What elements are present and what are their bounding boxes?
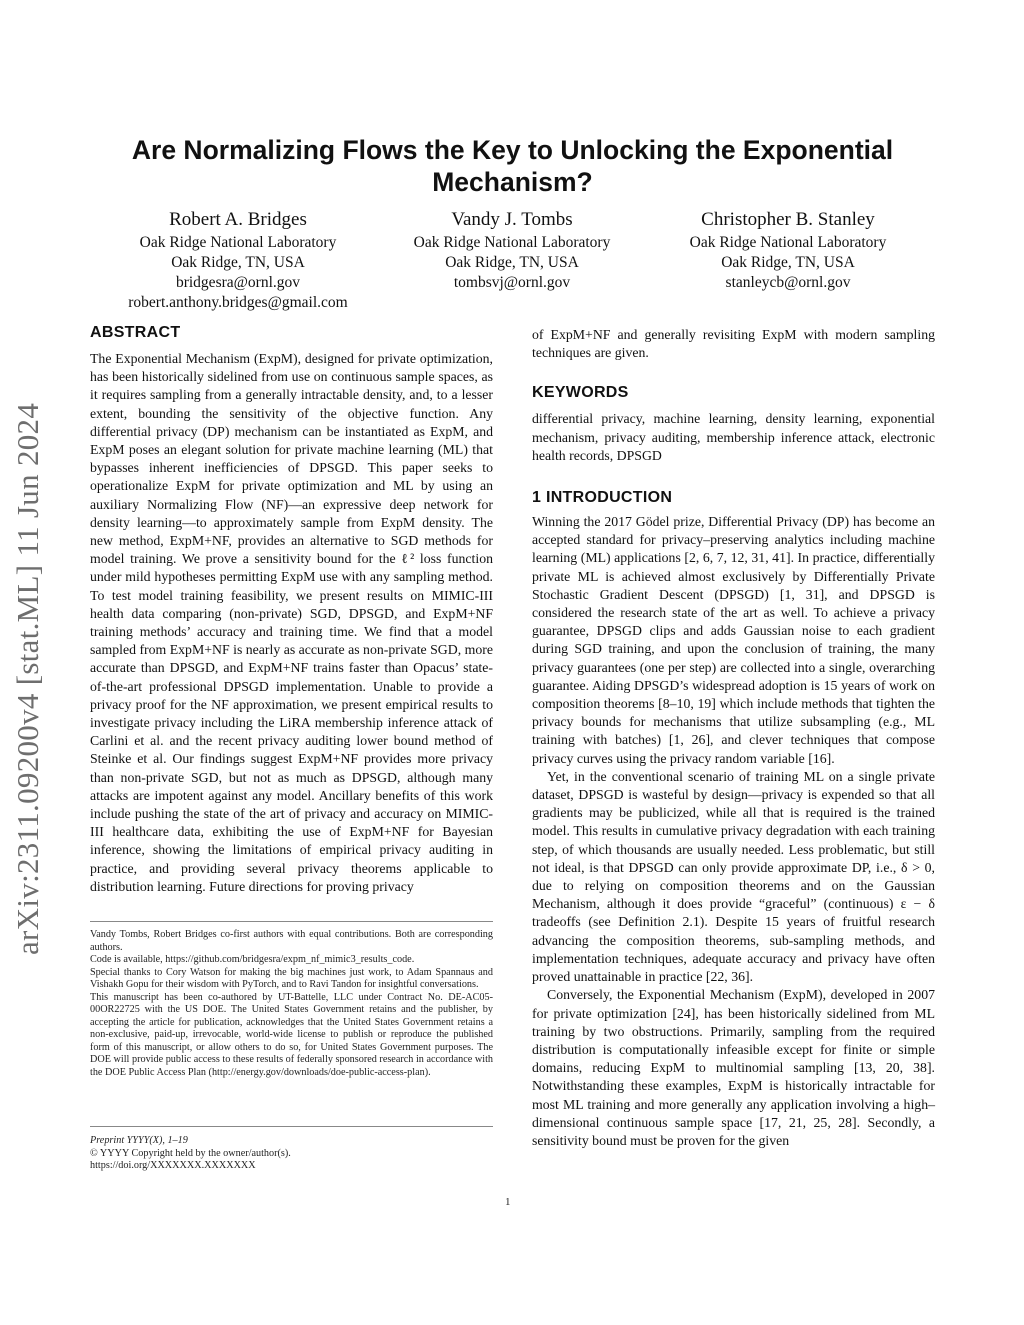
intro-paragraph-1: Winning the 2017 Gödel prize, Differential Privacy (DP) has become an accepted standard for privacy–preserving analytics including machine learning (ML) applications [2, 6, 7, 12, 31, 41]. In practice, differentially private ML is achieved almost exclusively by Differentially Private Stochastic Gradient Descent (DPSGD) [1, 31], and DPSGD is considered the research state of the art as well. To achieve a privacy guarantee, DPSGD clips and adds Gaussian noise to each gradient during SGD training, and upon the conclusion of training, the many privacy guarantees (one per step) are collected into a single, overarching guarantee. Aiding DPSGD’s widespread adoption is 15 years of work on composition theorems [8–10, 19] which include methods that tighten the privacy bounds for mechanisms that utilize subsampling (e.g., ML training with batches) [1, 26], and clever techniques that compose privacy curves using the privacy random variable [16]. — [532, 514, 935, 766]
author-affiliation: Oak Ridge National Laboratory — [413, 234, 611, 251]
author-email-secondary: robert.anthony.bridges@gmail.com — [128, 294, 348, 311]
preprint-line: Preprint YYYY(X), 1–19 — [90, 1135, 188, 1146]
author-affiliation: Oak Ridge National Laboratory — [689, 234, 887, 251]
author-1 — [90, 207, 386, 313]
abstract-heading: ABSTRACT — [90, 324, 181, 341]
author-2 — [362, 207, 662, 293]
left-column — [90, 322, 493, 896]
author-email: bridgesra@ornl.gov — [175, 274, 301, 291]
footnote-cofirst: Vandy Tombs, Robert Bridges co-first authors with equal contributions. Both are corresponding authors. — [90, 929, 493, 953]
doi-link[interactable]: https://doi.org/XXXXXXX.XXXXXXX — [90, 1160, 256, 1171]
abstract-continuation: of ExpM+NF and generally revisiting ExpM with modern sampling techniques are given. — [532, 327, 935, 361]
preprint-info — [90, 1126, 493, 1173]
footnote-code: Code is available, https://github.com/bridgesra/expm_nf_mimic3_results_code. — [90, 954, 415, 965]
author-3 — [638, 207, 938, 293]
keywords-text: differential privacy, machine learning, density learning, exponential mechanism, privacy auditing, membership inference attack, electronic health records, DPSGD — [532, 411, 935, 463]
paper-title: Are Normalizing Flows the Key to Unlocking the Exponential Mechanism? — [131, 135, 894, 197]
author-name: Vandy J. Tombs — [451, 209, 573, 230]
author-email: tombsvj@ornl.gov — [453, 274, 571, 291]
author-location: Oak Ridge, TN, USA — [171, 254, 305, 271]
footnote-thanks: Special thanks to Cory Watson for making the big machines just work, to Adam Spannaus and Vishakh Gopu for their wisdom with PyTorch, and to Ravi Tandon for insightful conversations. — [90, 966, 493, 990]
intro-paragraph-3: Conversely, the Exponential Mechanism (ExpM), developed in 2007 for private optimization [24], has been historically sidelined from ML training by two obstructions. Primarily, sampling from the required distribution is computationally infeasible except for finite or simple domains, reducing ExpM to multinomial sampling [13, 20, 38]. Notwithstanding these examples, ExpM is historically intractable for most ML training and more generally any application involving a high–dimensional continuous sample space [17, 21, 25, 28]. Secondly, a sensitivity bound must be proven for the given — [532, 987, 935, 1148]
author-name: Christopher B. Stanley — [701, 209, 875, 230]
copyright-line: © YYYY Copyright held by the owner/author(s). — [90, 1147, 291, 1159]
author-name: Robert A. Bridges — [169, 209, 307, 230]
intro-paragraph-2: Yet, in the conventional scenario of training ML on a single private dataset, DPSGD is wasteful by design—privacy is expended so that all gradients may be publicized, while all that is required is the trained model. This results in cumulative privacy degradation with each training step, of which thousands are usually needed. Less problematic, but still not ideal, is that DPSGD can only provide approximate DP, i.e., δ > 0, due to relying on composition theorems and on the Gaussian Mechanism, although it does provide “graceful” (continuous) ε − δ tradeoffs (see Definition 2.1). Despite 15 years of fruitful research advancing the composition theorems, sub-sampling methods, and implementation techniques, adequate accuracy and privacy have often proved unattainable in practice [22, 36]. — [532, 768, 935, 985]
author-email: stanleycb@ornl.gov — [725, 274, 851, 291]
footnote-doe: This manuscript has been co-authored by UT-Battelle, LLC under Contract No. DE-AC05-00OR22725 with the US DOE. The United States Government retains and the publisher, by accepting the article for publication, acknowledges that the United States Government retains a non-exclusive, paid-up, irrevocable, world-wide license to publish or reproduce the published form of this manuscript, or allow others to do so, for United States Government purposes. The DOE will provide public access to these results of federally sponsored research in accordance with the DOE Public Access Plan (http://energy.gov/downloads/doe-public-access-plan). — [90, 991, 493, 1078]
keywords-heading: KEYWORDS — [532, 384, 629, 402]
introduction-heading: 1 INTRODUCTION — [532, 489, 673, 507]
author-location: Oak Ridge, TN, USA — [721, 254, 855, 271]
author-block — [90, 207, 935, 317]
author-affiliation: Oak Ridge National Laboratory — [139, 234, 337, 251]
page-number: 1 — [505, 1196, 511, 1208]
author-location: Oak Ridge, TN, USA — [445, 254, 579, 271]
right-column — [532, 322, 935, 1150]
footnotes — [90, 921, 493, 1079]
abstract-text: The Exponential Mechanism (ExpM), designed for private optimization, has been historically sidelined from use on continuous sample spaces, as it requires sampling from a generally intractable density, and, to a lesser extent, bounding the sensitivity of the objective function. Any differential privacy (DP) mechanism can be instantiated as ExpM, and ExpM poses an elegant solution for private machine learning (ML) that bypasses inherent inefficiencies of DPSGD. This paper seeks to operationalize ExpM for private optimization and ML by using an auxiliary Normalizing Flow (NF)—an expressive deep network for density learning—to approximately sample from ExpM density. The new method, ExpM+NF, provides an alternative to SGD methods for model training. We prove a sensitivity bound for the ℓ² loss function under mild hypotheses permitting ExpM use with any sampling method. To test model training feasibility, we present results on MIMIC-III health data comparing (non-private) SGD, DPSGD, and ExpM+NF training methods’ accuracy and training time. We find that a model sampled from ExpM+NF is nearly as accurate as non-private SGD, more accurate than DPSGD, and ExpM+NF trains faster than Opacus’ state-of-the-art professional DPSGD implementation. Unable to provide a privacy proof for the NF approximation, we present empirical results to investigate privacy including the LiRA membership inference attack of Carlini et al. and the recent privacy auditing lower bound method of Steinke et al. Our findings suggest ExpM+NF provides more privacy than non-private SGD, but not as much as DPSGD, although many attacks are impotent against any model. Ancillary benefits of this work include pushing the state of the art of privacy and accuracy on MIMIC-III healthcare data, exhibiting the use of ExpM+NF for Bayesian inference, showing the limitations of empirical privacy auditing in practice, and providing several privacy theorems applicable to distribution learning. Future directions for proving privacy — [90, 351, 493, 894]
arxiv-identifier: arXiv:2311.09200v4 [stat.ML] 11 Jun 2024 — [10, 402, 45, 955]
